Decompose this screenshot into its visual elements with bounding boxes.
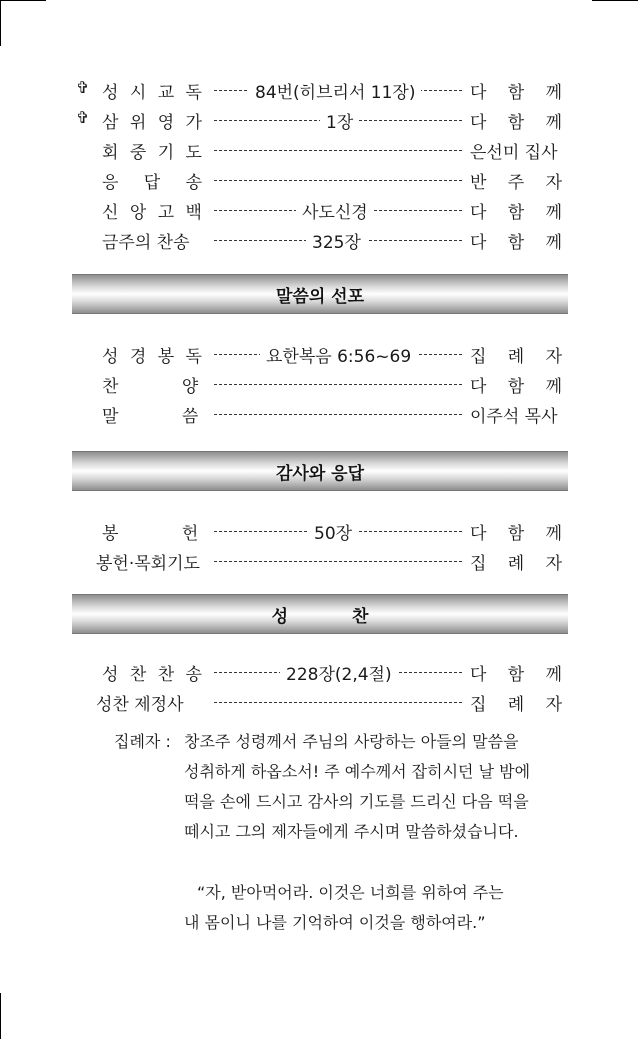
order-row — [0, 656, 638, 686]
order-row — [0, 194, 638, 224]
order-row — [0, 368, 638, 398]
crop-mark — [0, 0, 46, 1]
leader-dashes — [214, 180, 462, 181]
order-item-leader: 다 함 께 — [470, 665, 562, 685]
order-row — [0, 398, 638, 428]
order-row — [0, 134, 638, 164]
order-item-detail: 1장 — [320, 108, 359, 133]
order-item-name: 봉 헌 — [102, 524, 199, 544]
section-title: 감사와 응답 — [275, 463, 365, 484]
officiant-line: 떼시고 그의 제자들에게 주시며 말씀하셨습니다. — [184, 822, 519, 841]
order-item-detail: 사도신경 — [296, 198, 374, 223]
cross-icon: ✞ — [76, 78, 90, 97]
officiant-line: 창조주 성령께서 주님의 사랑하는 아들의 말씀을 — [184, 732, 519, 751]
order-item-leader: 다 함 께 — [470, 377, 562, 397]
order-item-leader: 집 례 자 — [470, 554, 562, 574]
order-row — [0, 74, 638, 104]
order-item-name: 성찬 제정사 — [96, 695, 184, 715]
officiant-label: 집례자 : — [114, 732, 171, 751]
order-item-leader: 다 함 께 — [470, 203, 562, 223]
order-item-detail: 84번(히브리서 11장) — [249, 78, 421, 103]
order-item-leader: 다 함 께 — [470, 83, 562, 103]
leader-dashes — [214, 384, 462, 385]
order-row — [0, 338, 638, 368]
order-item-leader: 다 함 께 — [470, 233, 562, 253]
section-banner-word — [72, 274, 568, 314]
order-row — [0, 104, 638, 134]
section-banner-response — [72, 451, 568, 491]
order-item-name: 봉헌·목회기도 — [96, 554, 200, 574]
order-item-name: 말 씀 — [102, 407, 199, 427]
crop-mark — [592, 0, 638, 1]
cross-icon: ✞ — [76, 108, 90, 127]
order-row — [0, 164, 638, 194]
order-item-detail: 325장 — [306, 228, 367, 253]
order-item-detail: 228장(2,4절) — [280, 660, 398, 685]
order-item-name: 삼 위 영 가 — [102, 113, 202, 133]
order-item-leader: 다 함 께 — [470, 113, 562, 133]
crop-mark — [0, 993, 1, 1039]
leader-dashes — [214, 150, 462, 151]
order-item-name: 성 경 봉 독 — [102, 347, 202, 367]
order-item-name: 성 시 교 독 — [102, 83, 202, 103]
crop-mark — [0, 0, 1, 46]
leader-dashes — [214, 561, 462, 562]
order-row — [0, 545, 638, 575]
order-item-name: 성 찬 찬 송 — [102, 665, 202, 685]
order-item-name: 찬 양 — [102, 377, 199, 397]
order-row — [0, 686, 638, 716]
order-item-name: 금주의 찬송 — [102, 233, 190, 253]
officiant-line: 성취하게 하옵소서! 주 예수께서 잡히시던 날 밤에 — [184, 762, 531, 781]
section-title: 성 찬 — [271, 606, 369, 627]
officiant-line: 떡을 손에 드시고 감사의 기도를 드리신 다음 떡을 — [184, 792, 529, 811]
jesus-quote-line: 내 몸이니 나를 기억하여 이것을 행하여라.” — [184, 913, 486, 932]
order-item-leader: 반 주 자 — [470, 173, 562, 193]
section-banner-communion — [72, 594, 568, 634]
order-row — [0, 515, 638, 545]
order-item-leader: 집 례 자 — [470, 695, 562, 715]
jesus-quote-line: “자, 받아먹어라. 이것은 너희를 위하여 주는 — [197, 883, 504, 902]
order-item-detail: 요한복음 6:56~69 — [260, 342, 417, 367]
order-item-leader: 이주석 목사 — [470, 407, 558, 427]
leader-dashes — [214, 702, 462, 703]
order-item-leader: 다 함 께 — [470, 524, 562, 544]
order-item-name: 회 중 기 도 — [102, 143, 202, 163]
order-item-name: 응 답 송 — [102, 173, 202, 193]
section-title: 말씀의 선포 — [275, 286, 365, 307]
order-item-detail: 50장 — [308, 519, 358, 544]
leader-dashes — [214, 414, 462, 415]
order-row — [0, 224, 638, 254]
order-item-leader: 집 례 자 — [470, 347, 562, 367]
order-item-leader: 은선미 집사 — [470, 143, 558, 163]
order-item-name: 신 앙 고 백 — [102, 203, 202, 223]
